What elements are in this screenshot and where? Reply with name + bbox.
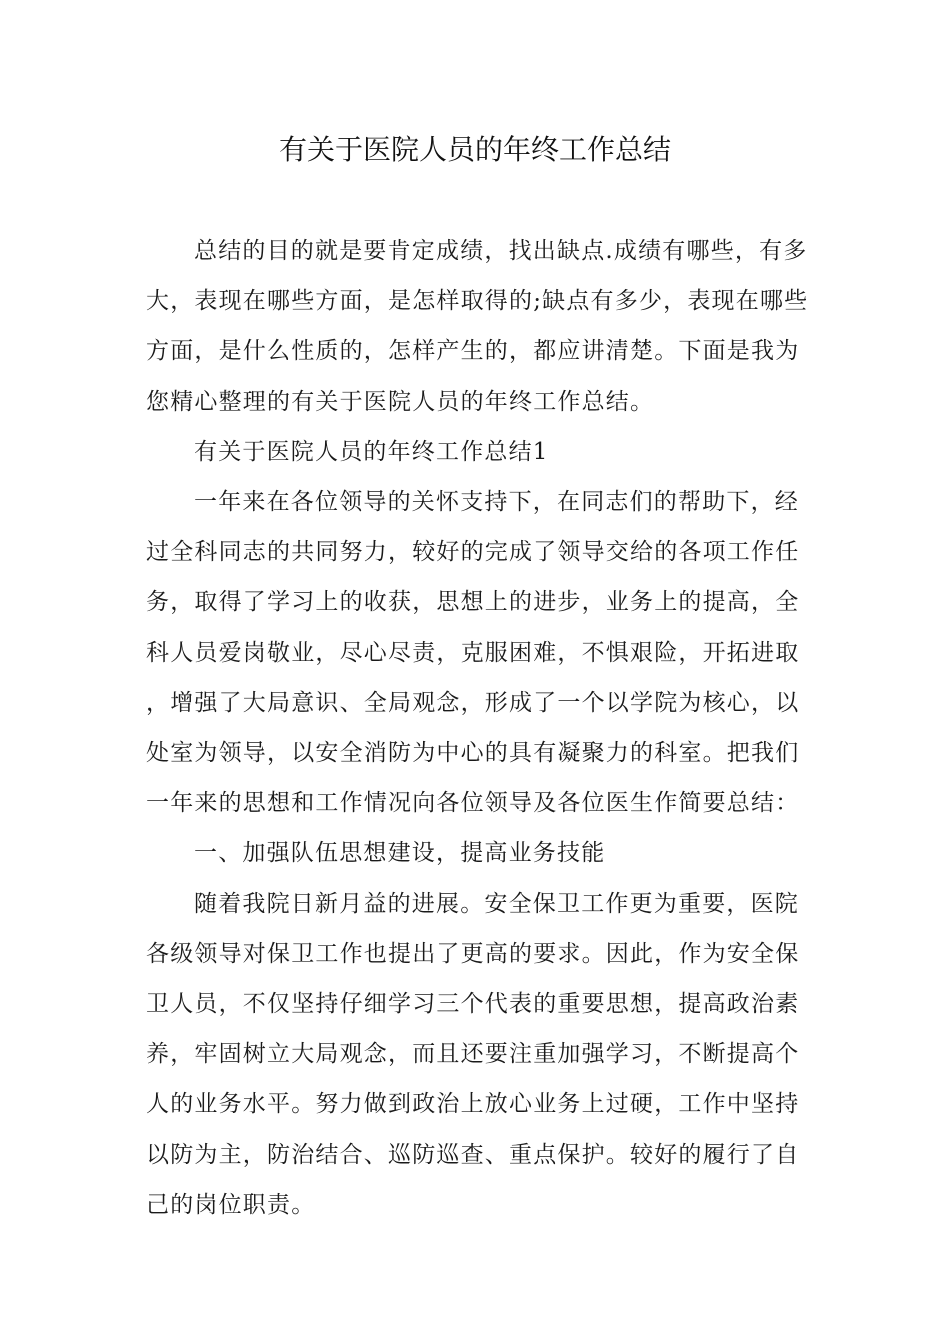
paragraph-intro: 总结的目的就是要肯定成绩，找出缺点.成绩有哪些，有多大，表现在哪些方面，是怎样取得的;缺点有多少，表现在哪些方面，是什么性质的，怎样产生的，都应讲清楚。下面是我为您精心整理的有关于医院人员的年终工作总结。 [146, 238, 809, 415]
subsection-heading: 一、加强队伍思想建设，提高业务技能 [194, 840, 606, 867]
section-heading: 有关于医院人员的年终工作总结1 [194, 438, 549, 465]
paragraph-summary: 一年来在各位领导的关怀支持下，在同志们的帮助下，经过全科同志的共同努力，较好的完成了领导交给的各项工作任务，取得了学习上的收获，思想上的进步，业务上的提高，全科人员爱岗敬业，尽心尽责，克服困难，不惧艰险，开拓进取，增强了大局意识、全局观念，形成了一个以学院为核心，以处室为领导，以安全消防为中心的具有凝聚力的科室。把我们一年来的思想和工作情况向各位领导及各位医生作简要总结： [146, 489, 800, 817]
document-title: 有关于医院人员的年终工作总结 [278, 133, 671, 166]
document-body [146, 226, 814, 1230]
paragraph-security: 随着我院日新月益的进展。安全保卫工作更为重要，医院各级领导对保卫工作也提出了更高的要求。因此，作为安全保卫人员，不仅坚持仔细学习三个代表的重要思想，提高政治素养，牢固树立大局观念，而且还要注重加强学习，不断提高个人的业务水平。努力做到政治上放心业务上过硬，工作中坚持以防为主，防治结合、巡防巡查、重点保护。较好的履行了自己的岗位职责。 [146, 890, 800, 1218]
